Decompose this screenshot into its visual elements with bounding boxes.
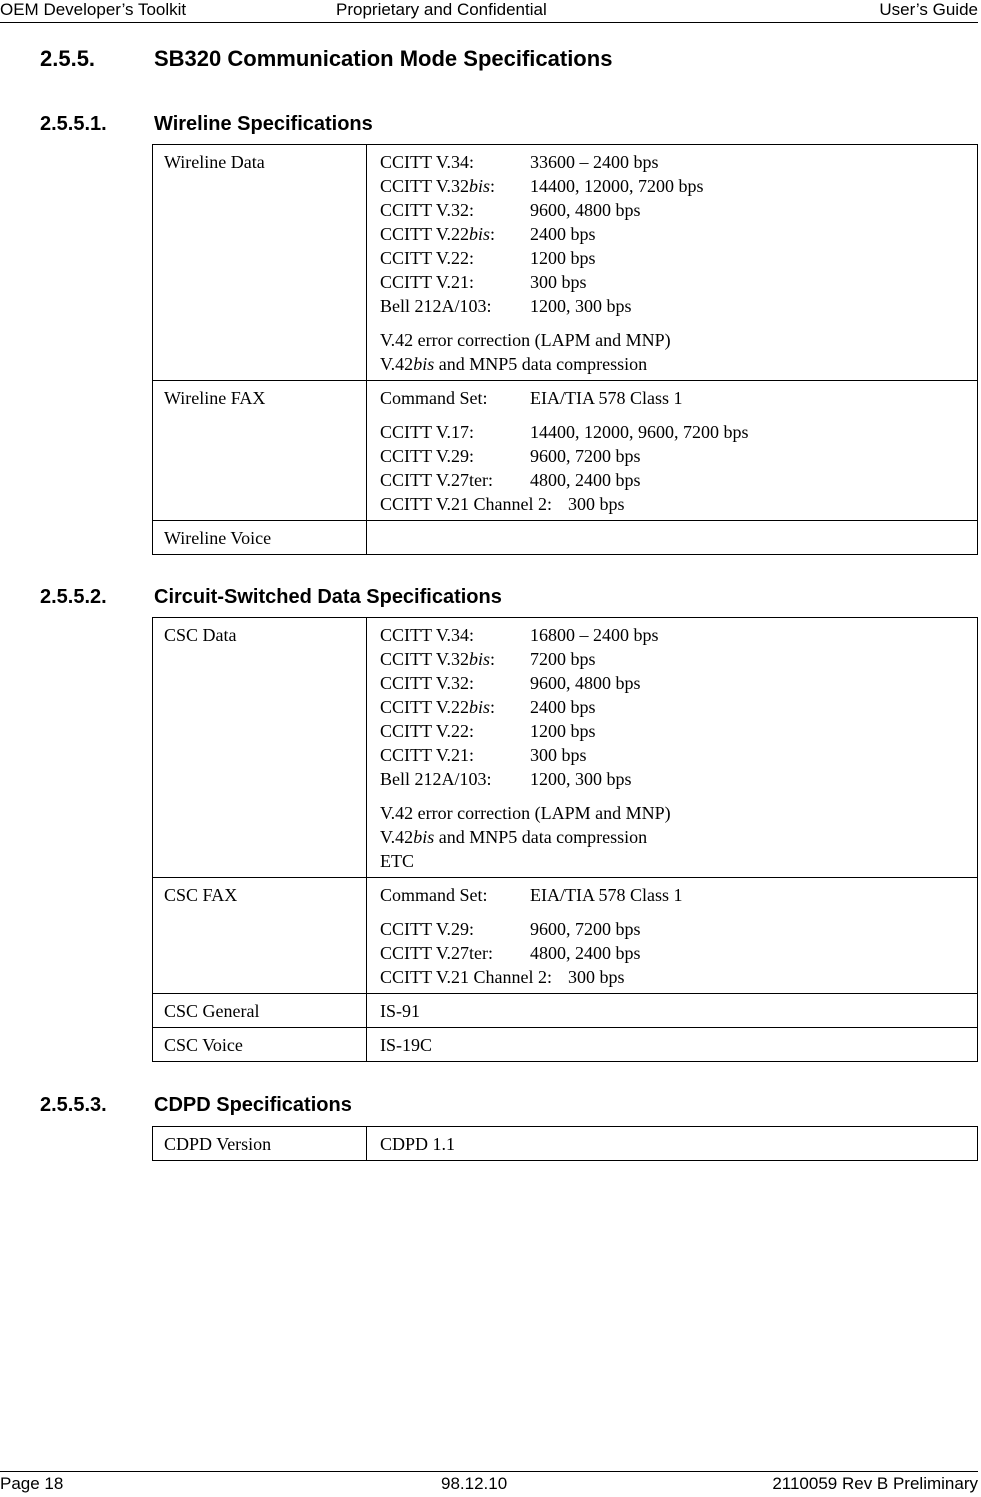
spec-standard: CCITT V.21 Channel 2: bbox=[380, 967, 553, 987]
spec-value: 4800, 2400 bps bbox=[530, 470, 641, 490]
spec-value: 2400 bps bbox=[530, 697, 596, 717]
spec-value: 7200 bps bbox=[530, 649, 596, 669]
compression-suffix: and MNP5 data compression bbox=[434, 354, 648, 374]
cdpd-version-label: CDPD Version bbox=[153, 1127, 367, 1161]
spec-value: 300 bps bbox=[530, 745, 587, 765]
table-row bbox=[153, 878, 978, 994]
page-header bbox=[0, 0, 978, 23]
wireline-data-label: Wireline Data bbox=[153, 145, 367, 381]
spec-standard-suffix: : bbox=[490, 649, 496, 669]
wireline-fax-cell bbox=[367, 381, 978, 521]
csc-data-label: CSC Data bbox=[153, 618, 367, 878]
error-correction-note: V.42 error correction (LAPM and MNP) bbox=[380, 330, 671, 350]
wireline-voice-label: Wireline Voice bbox=[153, 521, 367, 555]
spec-line bbox=[380, 444, 977, 468]
table-row bbox=[153, 1127, 978, 1161]
spec-standard: CCITT V.27ter: bbox=[380, 943, 494, 963]
csd-heading bbox=[40, 586, 900, 612]
csc-voice-value: IS-19C bbox=[367, 1028, 978, 1062]
page-footer bbox=[0, 1471, 978, 1496]
spec-value: 1200 bps bbox=[530, 248, 596, 268]
spec-standard: CCITT V.32 bbox=[380, 649, 470, 669]
csc-general-label: CSC General bbox=[153, 994, 367, 1028]
table-row bbox=[153, 521, 978, 555]
section-heading bbox=[40, 46, 900, 74]
wireline-heading bbox=[40, 113, 900, 139]
compression-note bbox=[380, 352, 977, 376]
spec-standard: CCITT V.17: bbox=[380, 422, 475, 442]
spec-line bbox=[380, 671, 977, 695]
csd-table bbox=[152, 617, 978, 1062]
spec-line bbox=[380, 623, 977, 647]
csd-number: 2.5.5.2. bbox=[40, 586, 107, 608]
spec-line bbox=[380, 941, 977, 965]
spec-standard: Bell 212A/103: bbox=[380, 769, 492, 789]
table-row bbox=[153, 1028, 978, 1062]
cdpd-number: 2.5.5.3. bbox=[40, 1094, 107, 1116]
compression-note bbox=[380, 825, 977, 849]
footer-page: Page 18 bbox=[0, 1474, 64, 1493]
spec-standard-italic: bis bbox=[469, 224, 491, 244]
header-right: User’s Guide bbox=[879, 0, 978, 19]
spec-standard: CCITT V.22 bbox=[380, 224, 470, 244]
spec-value: 9600, 4800 bps bbox=[530, 673, 641, 693]
spec-standard: Command Set: bbox=[380, 885, 488, 905]
spec-standard: CCITT V.21: bbox=[380, 272, 475, 292]
csc-fax-label: CSC FAX bbox=[153, 878, 367, 994]
spec-line bbox=[380, 719, 977, 743]
spec-value: 9600, 7200 bps bbox=[530, 919, 641, 939]
compression-italic: bis bbox=[413, 354, 435, 374]
table-row bbox=[153, 381, 978, 521]
table-row bbox=[153, 145, 978, 381]
spec-standard: CCITT V.32: bbox=[380, 200, 475, 220]
spec-standard: Command Set: bbox=[380, 388, 488, 408]
spec-standard-italic: bis bbox=[469, 176, 491, 196]
spec-value: 9600, 7200 bps bbox=[530, 446, 641, 466]
cdpd-table bbox=[152, 1126, 978, 1161]
etc-note: ETC bbox=[380, 851, 414, 871]
spec-standard: CCITT V.22 bbox=[380, 697, 470, 717]
section-number: 2.5.5. bbox=[40, 46, 96, 71]
spec-standard: Bell 212A/103: bbox=[380, 296, 492, 316]
spec-standard: CCITT V.21 Channel 2: bbox=[380, 494, 553, 514]
spec-value: EIA/TIA 578 Class 1 bbox=[530, 388, 683, 408]
spec-line bbox=[380, 270, 977, 294]
spec-line bbox=[380, 222, 977, 246]
spec-value: 1200, 300 bps bbox=[530, 769, 632, 789]
spec-value: 14400, 12000, 7200 bps bbox=[530, 176, 704, 196]
wireline-data-cell bbox=[367, 145, 978, 381]
wireline-fax-label: Wireline FAX bbox=[153, 381, 367, 521]
compression-prefix: V.42 bbox=[380, 827, 414, 847]
compression-suffix: and MNP5 data compression bbox=[434, 827, 648, 847]
spec-line bbox=[380, 492, 977, 516]
wireline-title: Wireline Specifications bbox=[154, 113, 373, 135]
csc-data-cell bbox=[367, 618, 978, 878]
csc-fax-cell bbox=[367, 878, 978, 994]
footer-date: 98.12.10 bbox=[441, 1474, 508, 1493]
spec-value: 300 bps bbox=[568, 494, 625, 514]
spec-standard-suffix: : bbox=[490, 224, 496, 244]
spec-value: 1200, 300 bps bbox=[530, 296, 632, 316]
spec-standard-suffix: : bbox=[490, 176, 496, 196]
header-left: OEM Developer’s Toolkit bbox=[0, 0, 187, 19]
compression-italic: bis bbox=[413, 827, 435, 847]
spec-standard: CCITT V.21: bbox=[380, 745, 475, 765]
section-title: SB320 Communication Mode Specifications bbox=[154, 46, 613, 71]
spec-line bbox=[380, 246, 977, 270]
spec-line bbox=[380, 294, 977, 318]
spec-line bbox=[380, 150, 977, 174]
spec-standard: CCITT V.22: bbox=[380, 721, 475, 741]
cdpd-title: CDPD Specifications bbox=[154, 1094, 352, 1116]
spec-value: 33600 – 2400 bps bbox=[530, 152, 659, 172]
spec-standard: CCITT V.22: bbox=[380, 248, 475, 268]
header-center: Proprietary and Confidential bbox=[336, 0, 547, 19]
spec-line bbox=[380, 174, 977, 198]
spec-line bbox=[380, 647, 977, 671]
spec-value: 1200 bps bbox=[530, 721, 596, 741]
spec-standard: CCITT V.27ter: bbox=[380, 470, 494, 490]
spec-value: EIA/TIA 578 Class 1 bbox=[530, 885, 683, 905]
spec-standard-italic: bis bbox=[469, 649, 491, 669]
spec-standard-italic: bis bbox=[469, 697, 491, 717]
wireline-number: 2.5.5.1. bbox=[40, 113, 107, 135]
csc-voice-label: CSC Voice bbox=[153, 1028, 367, 1062]
spec-line bbox=[380, 198, 977, 222]
spec-line bbox=[380, 695, 977, 719]
wireline-voice-value bbox=[367, 521, 978, 555]
cdpd-heading bbox=[40, 1094, 900, 1120]
cdpd-version-value: CDPD 1.1 bbox=[367, 1127, 978, 1161]
table-row bbox=[153, 618, 978, 878]
spec-value: 2400 bps bbox=[530, 224, 596, 244]
csd-title: Circuit-Switched Data Specifications bbox=[154, 586, 502, 608]
spec-value: 300 bps bbox=[568, 967, 625, 987]
spec-line bbox=[380, 386, 977, 410]
spec-line bbox=[380, 883, 977, 907]
csc-general-value: IS-91 bbox=[367, 994, 978, 1028]
spec-standard: CCITT V.34: bbox=[380, 625, 475, 645]
spec-standard-suffix: : bbox=[490, 697, 496, 717]
spec-standard: CCITT V.29: bbox=[380, 446, 475, 466]
spec-line bbox=[380, 743, 977, 767]
spec-line bbox=[380, 468, 977, 492]
spec-value: 4800, 2400 bps bbox=[530, 943, 641, 963]
footer-doc: 2110059 Rev B Preliminary bbox=[772, 1474, 978, 1493]
spec-line bbox=[380, 965, 977, 989]
error-correction-note: V.42 error correction (LAPM and MNP) bbox=[380, 803, 671, 823]
spec-standard: CCITT V.34: bbox=[380, 152, 475, 172]
compression-prefix: V.42 bbox=[380, 354, 414, 374]
table-row bbox=[153, 994, 978, 1028]
spec-value: 14400, 12000, 9600, 7200 bps bbox=[530, 422, 749, 442]
spec-value: 16800 – 2400 bps bbox=[530, 625, 659, 645]
spec-standard: CCITT V.32 bbox=[380, 176, 470, 196]
wireline-table bbox=[152, 144, 978, 555]
spec-value: 9600, 4800 bps bbox=[530, 200, 641, 220]
spec-line bbox=[380, 420, 977, 444]
spec-standard: CCITT V.32: bbox=[380, 673, 475, 693]
spec-standard: CCITT V.29: bbox=[380, 919, 475, 939]
spec-line bbox=[380, 917, 977, 941]
spec-value: 300 bps bbox=[530, 272, 587, 292]
spec-line bbox=[380, 767, 977, 791]
